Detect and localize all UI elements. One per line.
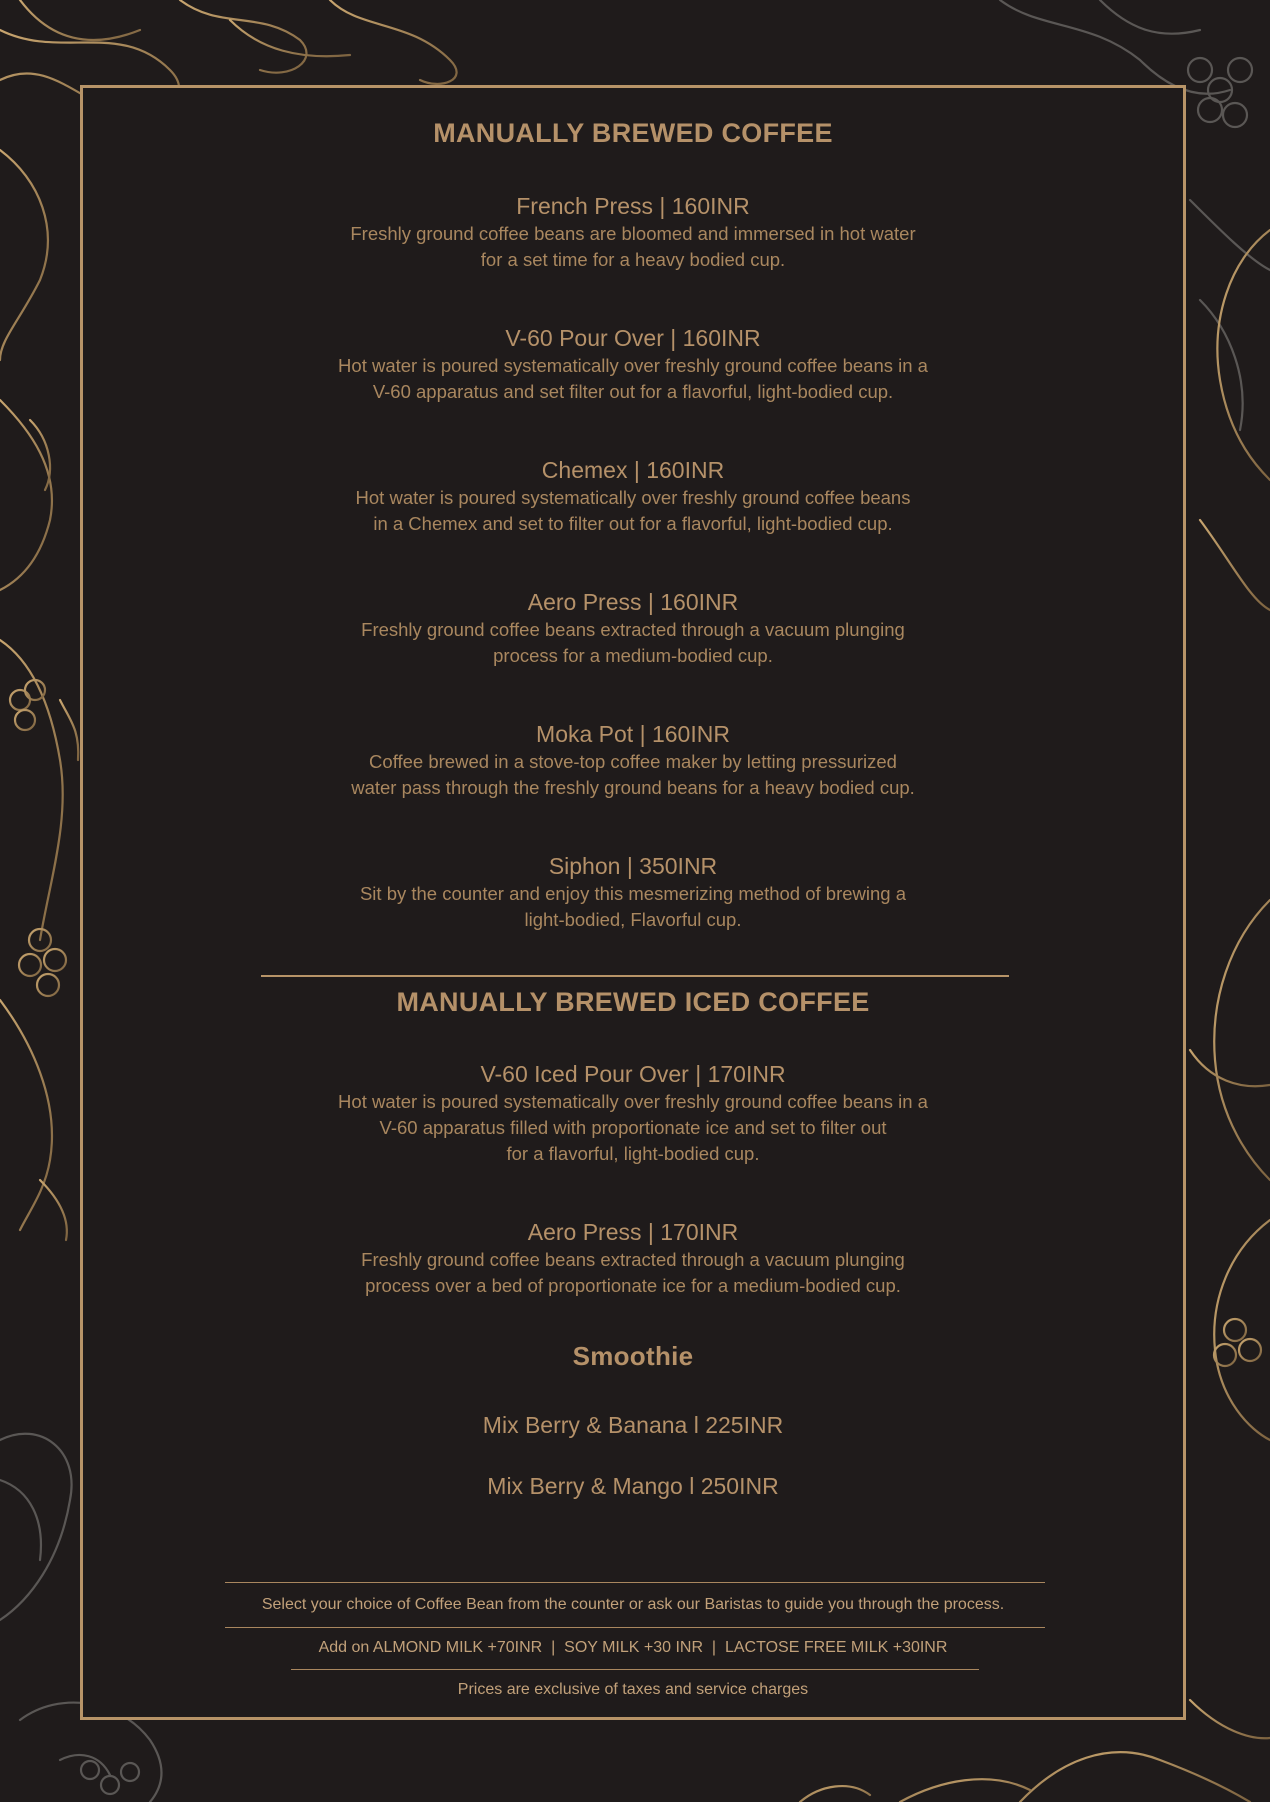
section-title-smoothie: Smoothie [572, 1341, 694, 1371]
leaf-icon [0, 1434, 72, 1620]
menu-item [83, 455, 1183, 537]
menu-item-description: Freshly ground coffee beans extracted through a vacuum plunging process over a bed of proportionate ice for a medium-bodied cup. [361, 1249, 905, 1296]
menu-item [83, 323, 1183, 405]
section-title-manually-brewed-iced-coffee: MANUALLY BREWED ICED COFFEE [396, 987, 870, 1017]
milk-addons-note: Add on ALMOND MILK +70INR | SOY MILK +30 INR | LACTOSE FREE MILK +30INR [318, 1639, 948, 1656]
menu-item-description: Hot water is poured systematically over freshly ground coffee beans in a Chemex and set to filter out for a flavorful, light-bodied cup. [355, 487, 911, 534]
tax-note: Prices are exclusive of taxes and service charges [457, 1681, 809, 1698]
menu-item [83, 191, 1183, 273]
coffee-bean-choice-note: Select your choice of Coffee Bean from the counter or ask our Baristas to guide you through the process. [261, 1596, 1005, 1613]
menu-item-description: Hot water is poured systematically over freshly ground coffee beans in a V-60 apparatus filled with proportionate ice and set to filter out for a flavorful, light-bodied cup. [338, 1091, 928, 1164]
menu-item [83, 1217, 1183, 1299]
section-divider [261, 975, 1009, 977]
menu-item-description: Sit by the counter and enjoy this mesmerizing method of brewing a light-bodied, Flavorful cup. [359, 883, 907, 930]
menu-item-name: French Press | 160INR [516, 193, 750, 219]
menu-item-name: Chemex | 160INR [541, 457, 725, 483]
menu-item-name: Moka Pot | 160INR [536, 721, 730, 747]
footer-divider [225, 1582, 1045, 1583]
menu-item [83, 1471, 1183, 1501]
menu-panel [80, 85, 1186, 1720]
menu-item-name: Aero Press | 160INR [527, 589, 739, 615]
menu-item-name: Siphon | 350INR [548, 853, 718, 879]
menu-item-name: Mix Berry & Banana l 225INR [482, 1412, 784, 1438]
menu-item-name: Aero Press | 170INR [527, 1219, 739, 1245]
menu-item [83, 851, 1183, 933]
menu-item-name: V-60 Pour Over | 160INR [505, 325, 761, 351]
menu-item [83, 587, 1183, 669]
leaf-icon [1020, 1752, 1250, 1802]
menu-item-description: Freshly ground coffee beans extracted through a vacuum plunging process for a medium-bodied cup. [361, 619, 905, 666]
menu-item [83, 1410, 1183, 1440]
menu-item-description: Coffee brewed in a stove-top coffee maker by letting pressurized water pass through the freshly ground beans for a heavy bodied cup. [351, 751, 915, 798]
section-title-manually-brewed-coffee: MANUALLY BREWED COFFEE [433, 118, 833, 148]
menu-item [83, 1059, 1183, 1167]
menu-item-description: Hot water is poured systematically over freshly ground coffee beans in a V-60 apparatus and set filter out for a flavorful, light-bodied cup. [338, 355, 928, 402]
footer-divider [225, 1627, 1045, 1628]
menu-item [83, 719, 1183, 801]
footer-divider [291, 1669, 979, 1670]
menu-item-description: Freshly ground coffee beans are bloomed and immersed in hot water for a set time for a heavy bodied cup. [350, 223, 916, 270]
menu-item-name: V-60 Iced Pour Over | 170INR [480, 1061, 786, 1087]
menu-item-name: Mix Berry & Mango l 250INR [487, 1473, 779, 1499]
